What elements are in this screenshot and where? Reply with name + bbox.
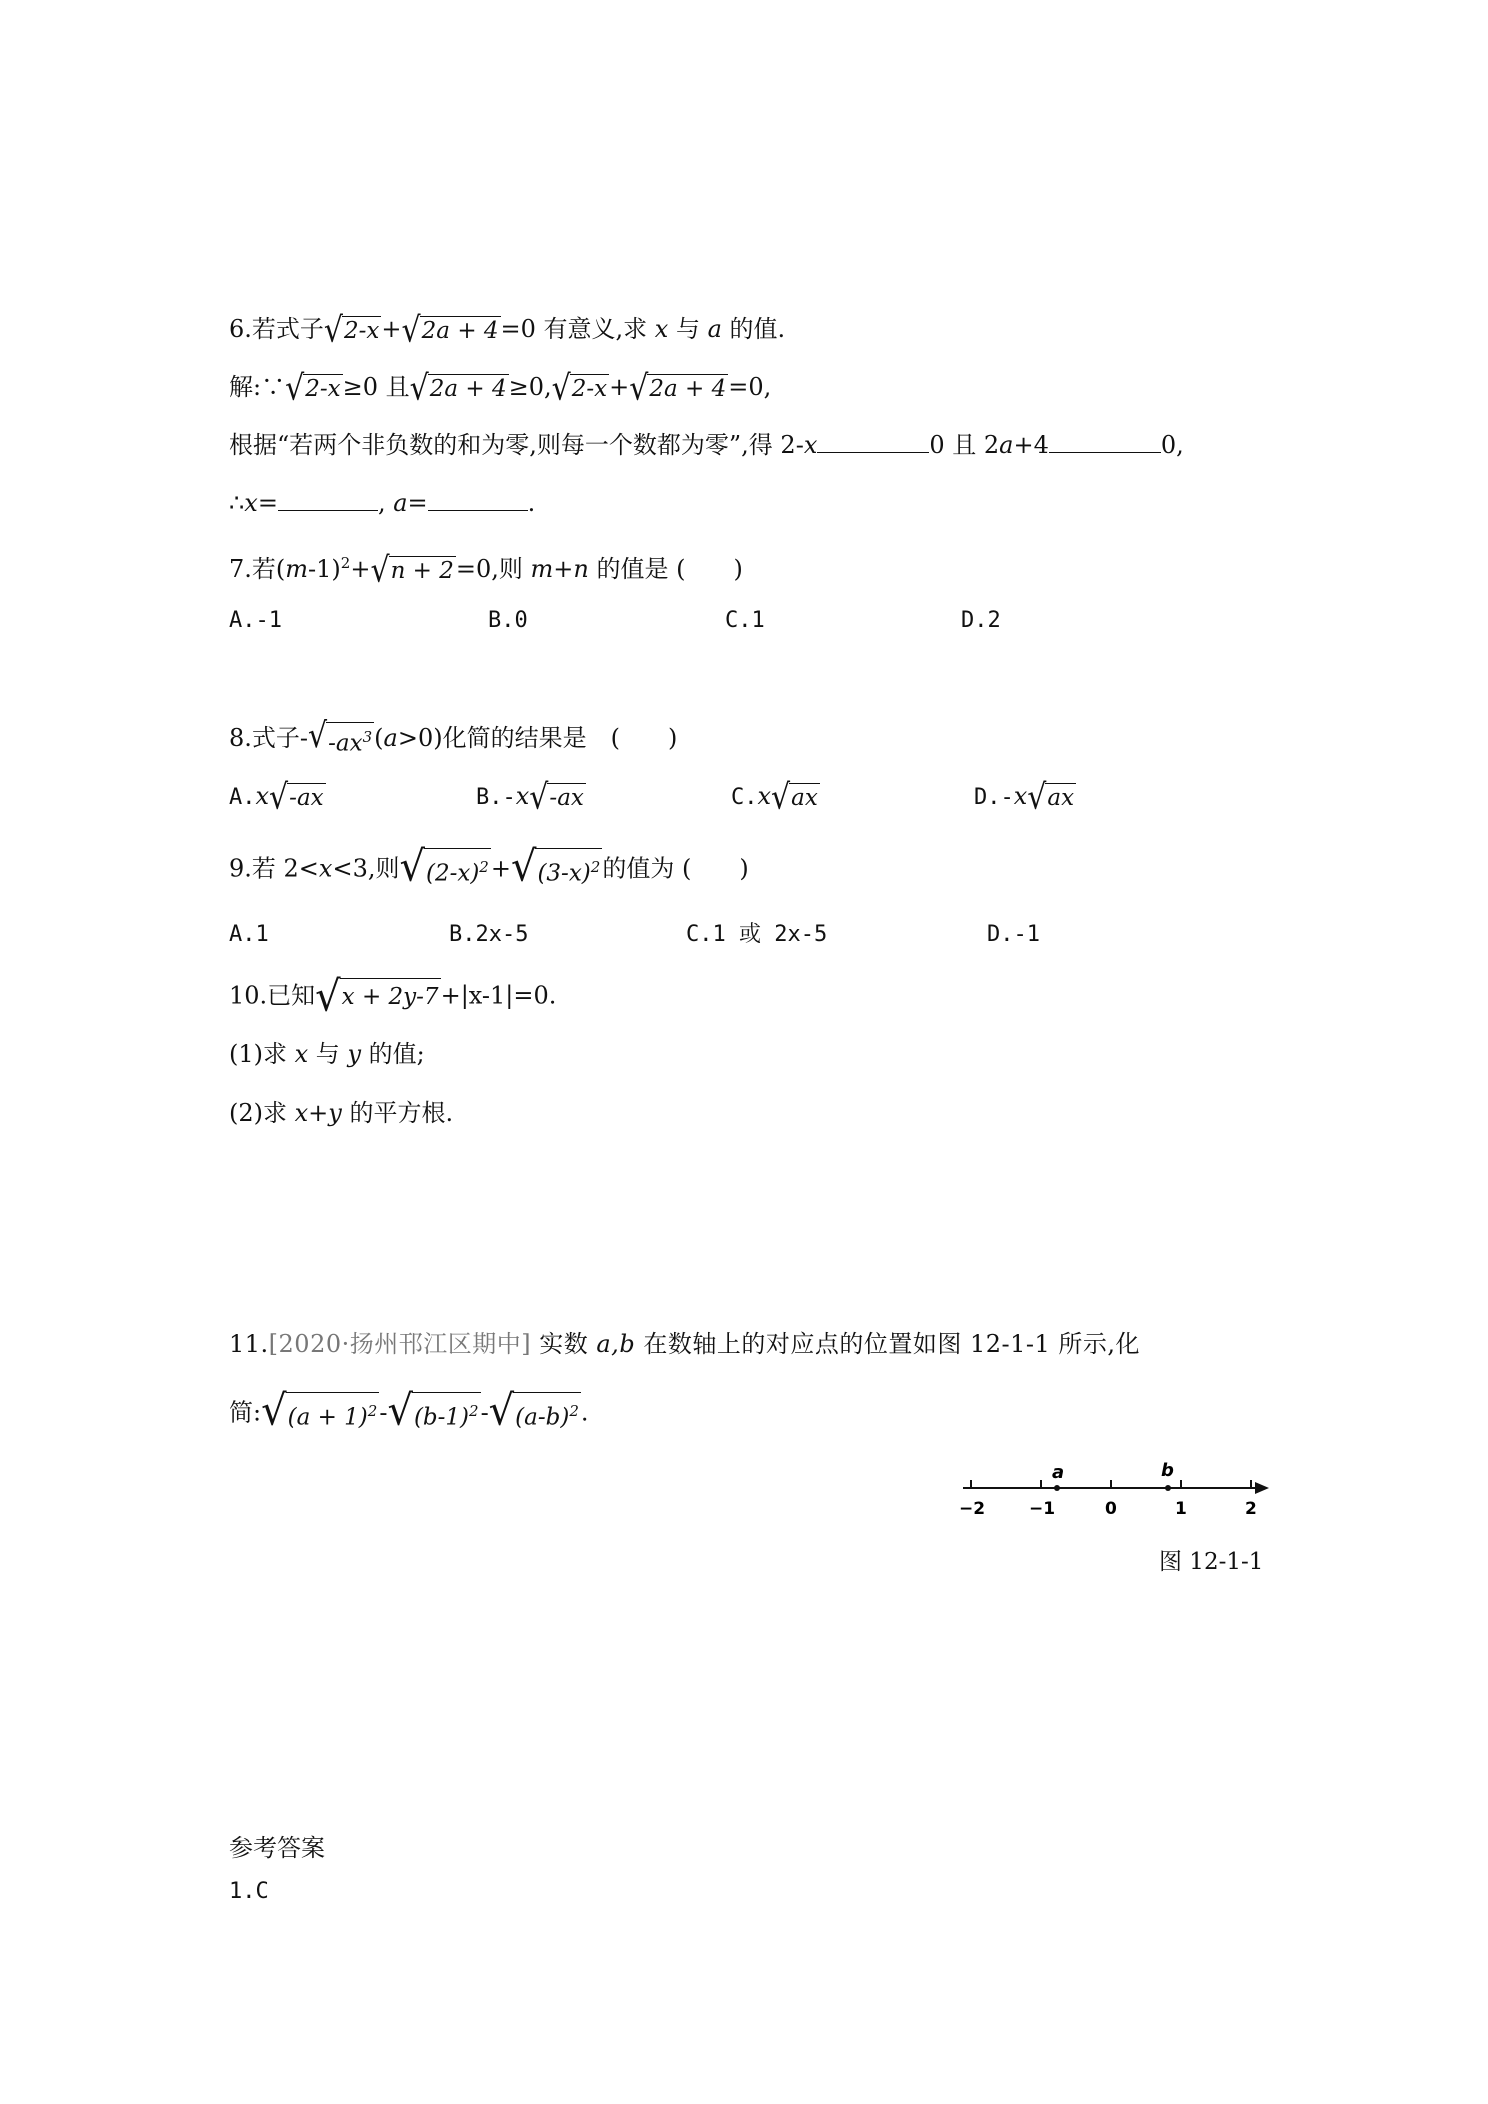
point-b-dot: [1165, 1485, 1171, 1491]
point-b-label: b: [1161, 1460, 1174, 1481]
q8-option-a[interactable]: A.x √ -ax: [229, 776, 324, 818]
blank-x[interactable]: [278, 486, 378, 511]
blank-2[interactable]: [1049, 428, 1161, 453]
q7-option-c[interactable]: C.1: [725, 608, 765, 633]
blank-1[interactable]: [817, 428, 929, 453]
figure-caption: 图 12-1-1: [1159, 1549, 1264, 1575]
axis-label-neg1: −1: [1029, 1499, 1056, 1519]
axis-arrow-icon: [1255, 1482, 1269, 1494]
answers-heading: 参考答案: [229, 1834, 325, 1862]
point-a-label: a: [1052, 1462, 1065, 1483]
q9-statement: 9.若 2<x<3,则 √ $(2-x)^2$ + √ $(3-x)^2$ 的值为 ( ): [229, 842, 749, 892]
q9-option-b[interactable]: B.2x-5: [449, 922, 529, 947]
q10-part1: (1)求 x 与 y 的值;: [229, 1040, 425, 1068]
q9-option-c[interactable]: C.1 或 2x-5: [686, 922, 828, 947]
axis-label-2: 2: [1245, 1499, 1257, 1519]
q10-part2: (2)求 x+y 的平方根.: [229, 1099, 454, 1127]
q6-therefore-line: ∴x= , a= .: [229, 486, 535, 520]
q7-statement: 7.若$(m-1)^2+$ √ n + 2 =0,则 m+n 的值是 ( ): [229, 549, 743, 591]
axis-label-0: 0: [1105, 1499, 1117, 1519]
q7-option-d[interactable]: D.2: [961, 608, 1001, 633]
q10-statement: 10.已知 √ x + 2y-7 +|x-1|=0.: [229, 972, 557, 1022]
point-a-dot: [1054, 1485, 1060, 1491]
q7-option-b[interactable]: B.0: [488, 608, 528, 633]
q11-source: [2020·扬州邗江区期中]: [268, 1330, 532, 1358]
q8-option-d[interactable]: D.-x √ ax: [974, 776, 1075, 818]
q6-rule-line: 根据“若两个非负数的和为零,则每一个数都为零”,得 2-x 0 且 2a+4 0,: [229, 428, 1184, 462]
axis-label-neg2: −2: [959, 1499, 986, 1519]
answer-1: 1.C: [229, 1879, 269, 1904]
q6-solution-line: 解:∵ √ 2-x ≥0 且 √ 2a + 4 ≥0, √ 2-x + √ 2a + 4 =0,: [229, 367, 772, 409]
q11-statement: 11.[2020·扬州邗江区期中] 实数 a,b 在数轴上的对应点的位置如图 12-1-1 所示,化: [229, 1330, 1140, 1358]
blank-a[interactable]: [428, 486, 528, 511]
q9-option-a[interactable]: A.1: [229, 922, 269, 947]
number-line-figure: [955, 1458, 1275, 1528]
q6-statement: 6.若式子 √ 2-x + √ 2a + 4 =0 有意义,求 x 与 a 的值.: [229, 309, 786, 351]
q7-option-a[interactable]: A.-1: [229, 608, 282, 633]
q8-statement: 8.式子- √ $-ax^3$ (a>0)化简的结果是 ( ): [229, 715, 678, 757]
q9-option-d[interactable]: D.-1: [987, 922, 1040, 947]
q11-expression: 简: √ $(a + 1)^2$ - √ $(b-1)^2$ - √ $(a-b)^2$ .: [229, 1386, 589, 1436]
q8-option-b[interactable]: B.-x √ -ax: [476, 776, 584, 818]
q8-option-c[interactable]: C.x √ ax: [731, 776, 818, 818]
axis-label-1: 1: [1175, 1499, 1187, 1519]
